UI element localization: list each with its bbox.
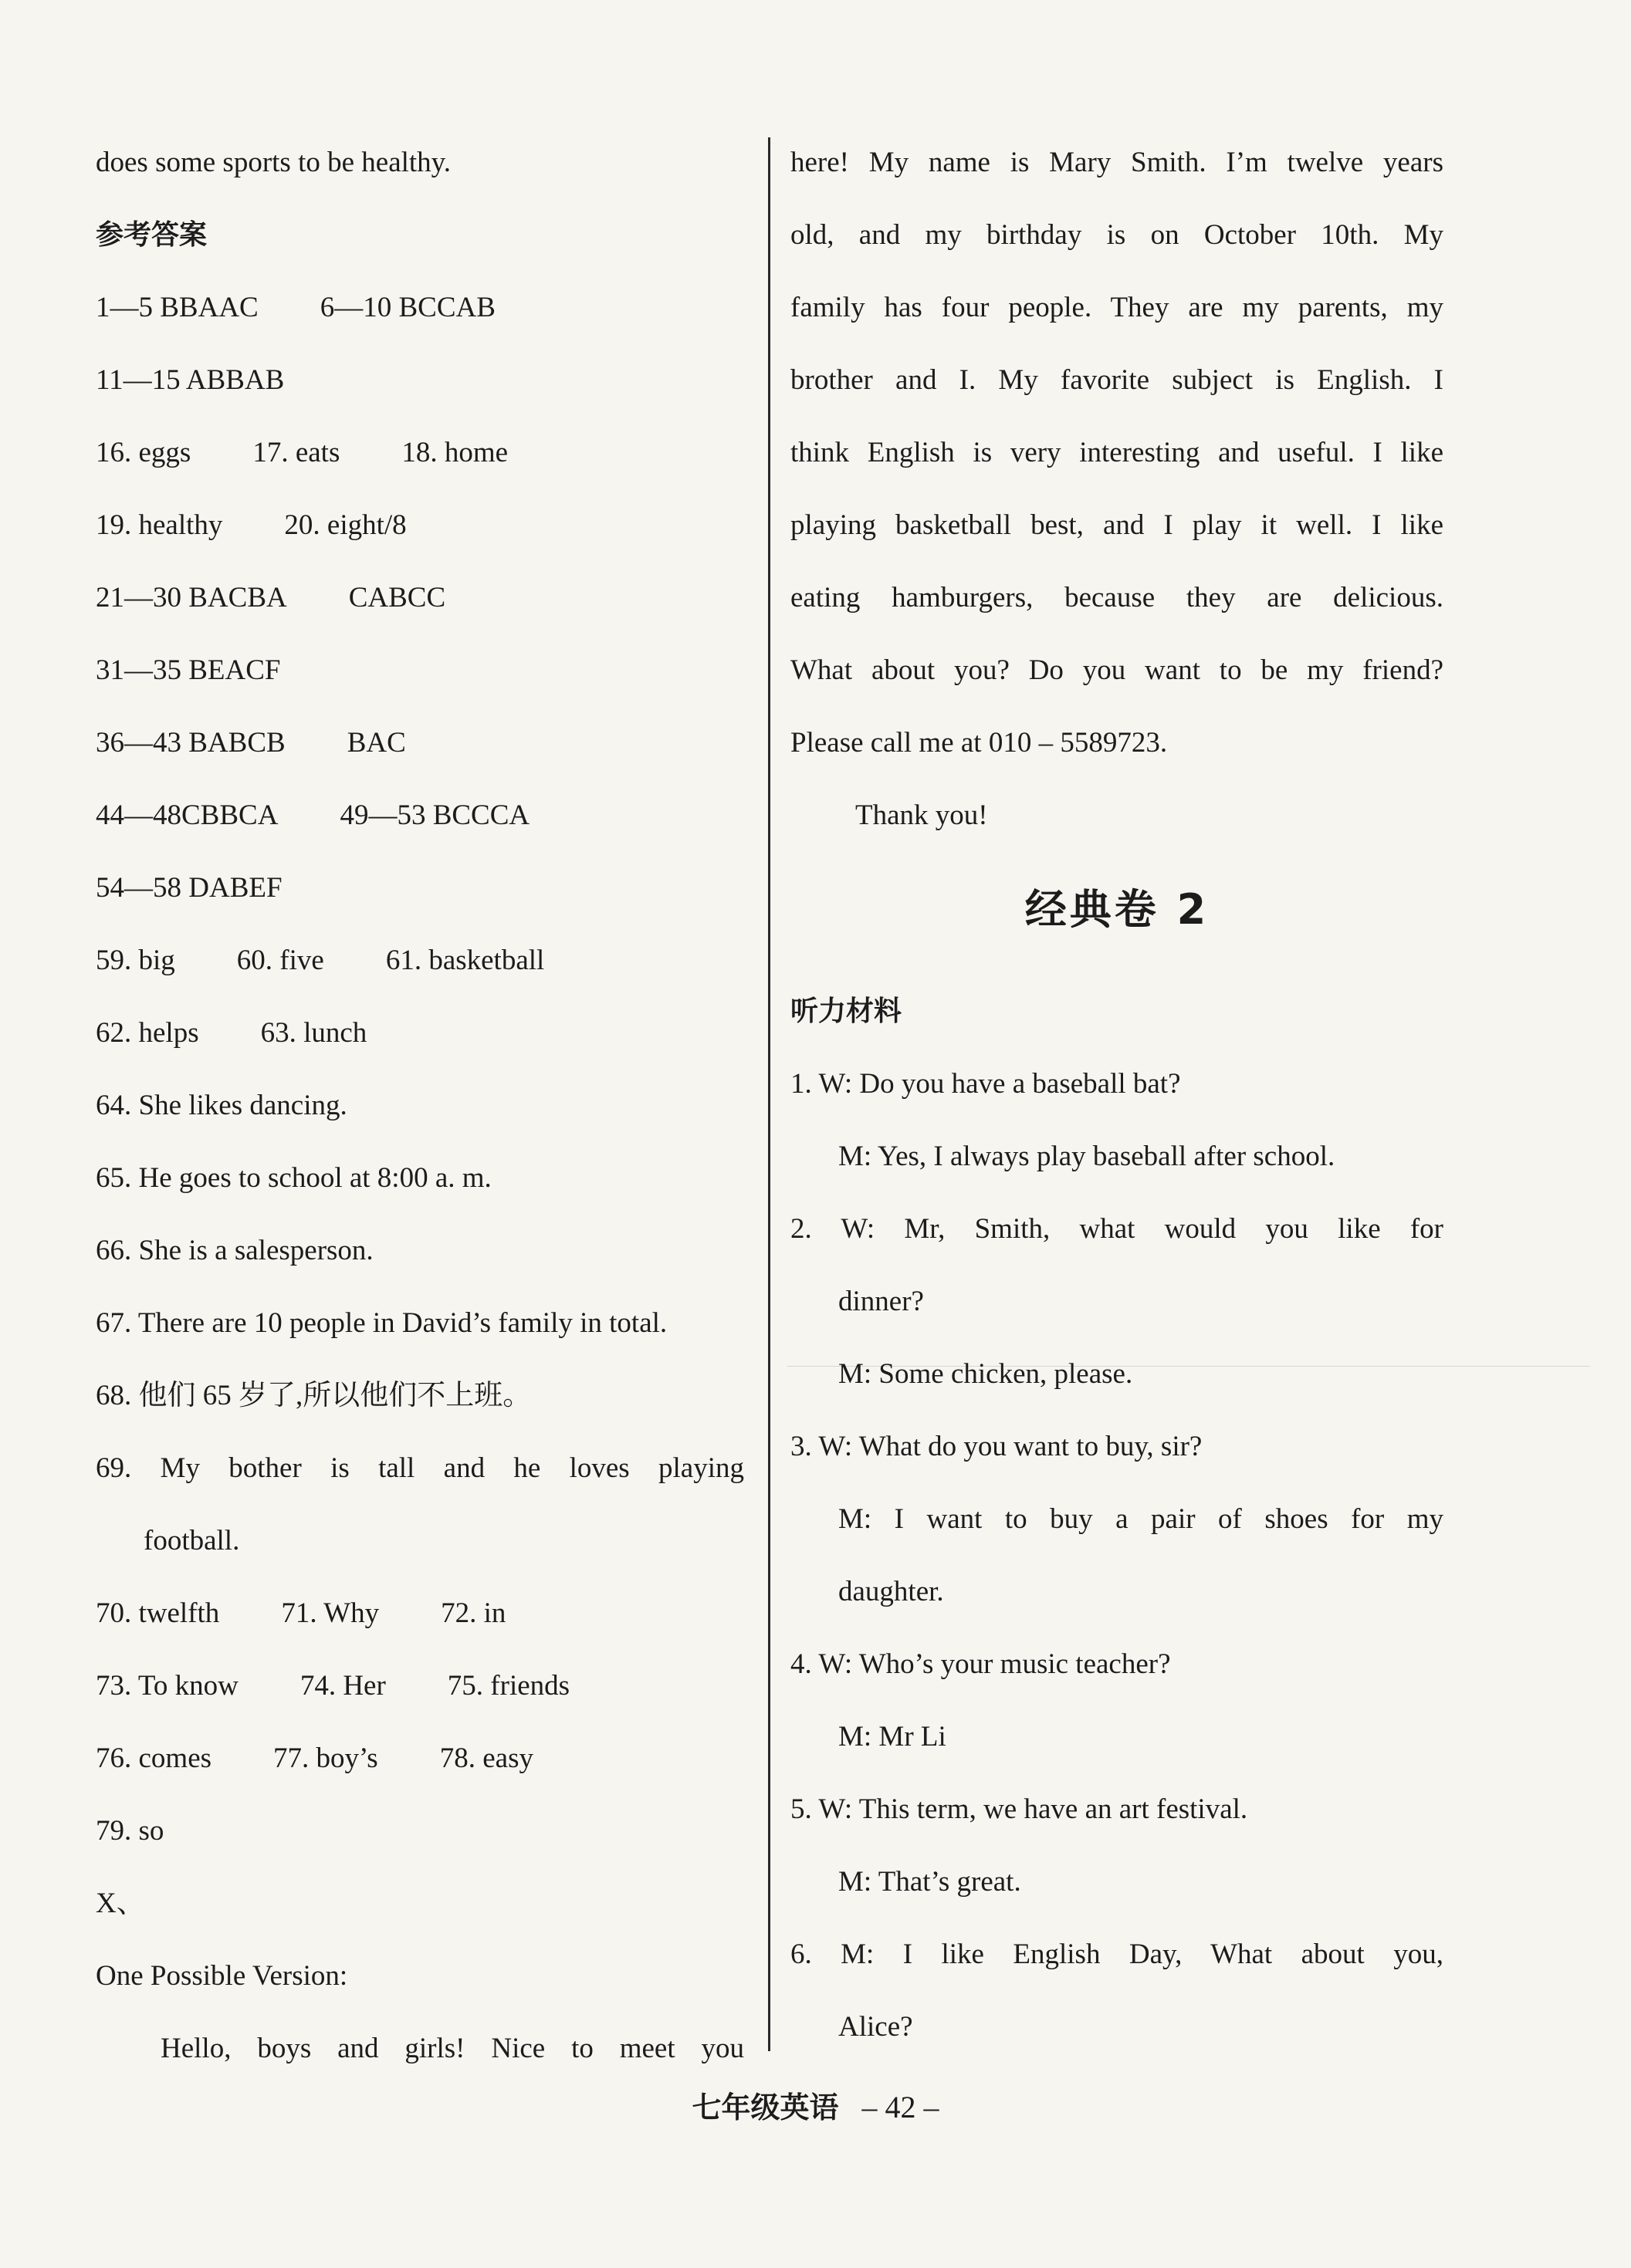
answer-item: BAC xyxy=(347,727,406,759)
essay-first-line: Hello, boys and girls! Nice to meet you xyxy=(161,2033,744,2064)
answer-item: 75. friends xyxy=(447,1670,570,1702)
answer-item: 76. comes xyxy=(96,1742,212,1774)
answer-key-heading: 参考答案 xyxy=(96,219,208,251)
page-footer xyxy=(0,2084,1631,2126)
dialogue-line: 3. W: What do you want to buy, sir? xyxy=(790,1431,1203,1462)
answer-item: 36—43 BABCB xyxy=(96,727,286,759)
answer-item: 49—53 BCCCA xyxy=(340,799,530,831)
answer-row xyxy=(96,272,744,344)
answer-row xyxy=(96,852,744,924)
dialogue-line: 4. W: Who’s your music teacher? xyxy=(790,1648,1171,1680)
dialogue-line: M: Some chicken, please. xyxy=(838,1358,1133,1390)
essay-line: What about you? Do you want to be my friend? xyxy=(790,654,1443,686)
essay-line: family has four people. They are my parents, my xyxy=(790,292,1443,323)
listening-heading: 听力材料 xyxy=(790,995,902,1027)
left-column xyxy=(96,127,744,2085)
dialogue-line: 2. W: Mr, Smith, what would you like for xyxy=(790,1213,1443,1245)
dialogue-line: 1. W: Do you have a baseball bat? xyxy=(790,1068,1181,1100)
answer-item: 77. boy’s xyxy=(273,1742,378,1774)
answer-item: 72. in xyxy=(441,1597,506,1629)
answer-item: 31—35 BEACF xyxy=(96,654,281,686)
dialogue-line: dinner? xyxy=(838,1286,924,1317)
answer-row xyxy=(96,924,744,997)
essay-closing: Thank you! xyxy=(855,799,988,831)
right-column xyxy=(790,127,1443,2064)
dialogue-line: daughter. xyxy=(838,1576,944,1607)
answer-item: 73. To know xyxy=(96,1670,239,1702)
answer-row xyxy=(96,1795,744,1867)
essay-line: here! My name is Mary Smith. I’m twelve years xyxy=(790,147,1443,178)
answer-row xyxy=(96,1722,744,1795)
answer-item: 44—48CBBCA xyxy=(96,799,279,831)
answer-item: 71. Why xyxy=(281,1597,380,1629)
answer-sentence: 65. He goes to school at 8:00 a. m. xyxy=(96,1162,492,1194)
answer-item: 74. Her xyxy=(299,1670,386,1702)
section-label: X、 xyxy=(96,1888,145,1919)
dialogue-line: M: Mr Li xyxy=(838,1721,946,1753)
dialogue-line: 5. W: This term, we have an art festival. xyxy=(790,1793,1248,1825)
answer-item: 17. eats xyxy=(252,437,340,468)
dialogue-line: M: Yes, I always play baseball after school. xyxy=(838,1141,1335,1172)
answer-sentence: 64. She likes dancing. xyxy=(96,1090,347,1121)
answer-sentence-continued: football. xyxy=(144,1525,240,1557)
answer-item: 63. lunch xyxy=(260,1017,367,1049)
answer-item: 6—10 BCCAB xyxy=(320,292,496,323)
answer-row xyxy=(96,779,744,852)
footer-title: 七年级英语 xyxy=(692,2091,839,2124)
answer-item: 62. helps xyxy=(96,1017,199,1049)
answer-row xyxy=(96,344,744,417)
answer-item: 78. easy xyxy=(439,1742,533,1774)
answer-item: 1—5 BBAAC xyxy=(96,292,259,323)
answer-item: 79. so xyxy=(96,1815,164,1847)
answer-sentence: 67. There are 10 people in David’s family in total. xyxy=(96,1307,668,1339)
answer-item: 20. eight/8 xyxy=(284,509,407,541)
essay-line: eating hamburgers, because they are delicious. xyxy=(790,582,1443,613)
dialogue-line: Alice? xyxy=(838,2011,913,2043)
dialogue-line: M: I want to buy a pair of shoes for my xyxy=(838,1503,1443,1535)
answer-row xyxy=(96,997,744,1070)
dialogue-line: 6. M: I like English Day, What about you, xyxy=(790,1938,1443,1970)
answer-row xyxy=(96,707,744,779)
answer-item: 61. basketball xyxy=(385,945,545,976)
intro-text: does some sports to be healthy. xyxy=(96,147,452,178)
page-number: – 42 – xyxy=(861,2090,939,2124)
essay-line: Please call me at 010 – 5589723. xyxy=(790,727,1168,759)
answer-sentence: 66. She is a salesperson. xyxy=(96,1235,374,1266)
essay-line: brother and I. My favorite subject is English. I xyxy=(790,364,1443,396)
answer-row xyxy=(96,634,744,707)
answer-sentence: 69. My bother is tall and he loves playing xyxy=(96,1452,744,1484)
answer-item: 60. five xyxy=(236,945,324,976)
answer-item: 54—58 DABEF xyxy=(96,872,283,904)
answer-item: 59. big xyxy=(96,945,175,976)
essay-line: playing basketball best, and I play it well. I like xyxy=(790,509,1443,541)
answer-item: 11—15 ABBAB xyxy=(96,364,285,396)
answer-item: 18. home xyxy=(401,437,509,468)
answer-item: 16. eggs xyxy=(96,437,191,468)
answer-item: 70. twelfth xyxy=(96,1597,220,1629)
answer-row xyxy=(96,489,744,562)
essay-line: old, and my birthday is on October 10th. My xyxy=(790,219,1443,251)
answer-row xyxy=(96,562,744,634)
dialogue-line: M: That’s great. xyxy=(838,1866,1021,1898)
version-label: One Possible Version: xyxy=(96,1960,348,1992)
essay-line: think English is very interesting and useful. I like xyxy=(790,437,1443,468)
paper-title: 经典卷 2 xyxy=(1024,885,1210,934)
answer-row xyxy=(96,1650,744,1722)
answer-row xyxy=(96,417,744,489)
answer-row xyxy=(96,1577,744,1650)
answer-item: 21—30 BACBA xyxy=(96,582,287,613)
answer-item: CABCC xyxy=(348,582,446,613)
answer-sentence-chinese: 68. 他们 65 岁了,所以他们不上班。 xyxy=(96,1380,532,1411)
column-divider xyxy=(768,137,770,2051)
answer-item: 19. healthy xyxy=(96,509,223,541)
